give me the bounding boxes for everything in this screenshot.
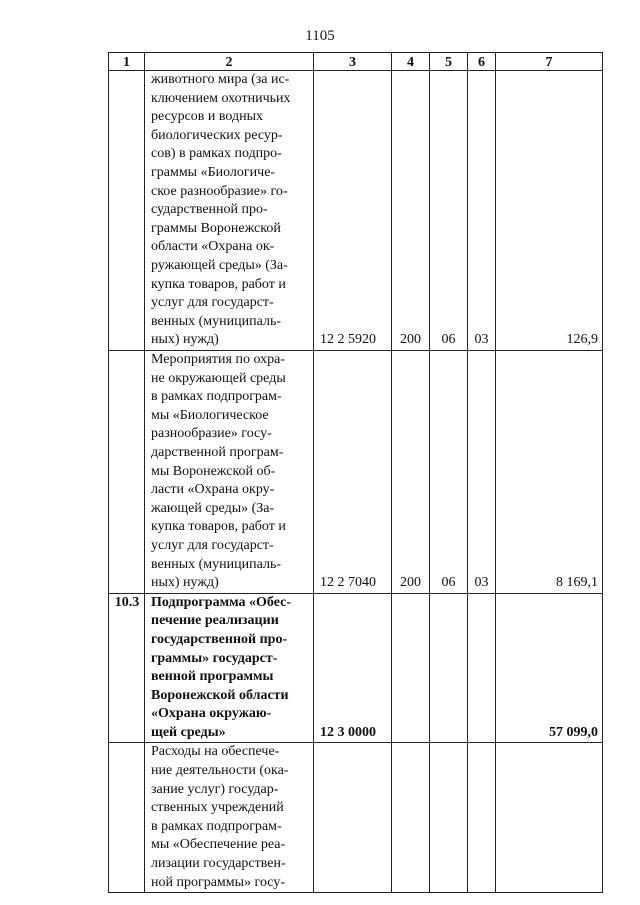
row-number	[109, 743, 145, 893]
description-line: граммы» государст-	[151, 650, 278, 666]
row-code: 12 3 0000	[314, 593, 392, 743]
row-code: 12 2 5920	[314, 71, 392, 351]
row-col5	[430, 743, 468, 893]
description-line: Воронежской области	[151, 687, 289, 703]
description-line: дарственной програм-	[151, 444, 284, 460]
description-line: мы «Обеспечение реа-	[151, 837, 286, 853]
description-line: лизации государствен-	[151, 856, 286, 872]
description-line: услуг для государст-	[151, 295, 274, 311]
row-amount: 57 099,0	[496, 593, 603, 743]
description-line: купка товаров, работ и	[151, 276, 286, 292]
description-line: ласти «Охрана окру-	[151, 482, 275, 498]
row-col6: 03	[468, 71, 496, 351]
description-line: венных (муниципаль-	[151, 313, 281, 329]
description-line: сударственной про-	[151, 202, 268, 218]
column-header: 2	[145, 53, 314, 71]
row-col4	[392, 743, 430, 893]
description-line: граммы Воронежской	[151, 220, 281, 236]
description-line: ружающей среды» (За-	[151, 257, 288, 273]
budget-table	[108, 52, 603, 893]
row-description	[145, 71, 314, 351]
row-amount: 8 169,1	[496, 351, 603, 594]
row-number	[109, 351, 145, 594]
row-col4: 200	[392, 351, 430, 594]
row-col5: 06	[430, 351, 468, 594]
description-line: ресурсов и водных	[151, 109, 264, 125]
description-line: зание услуг) государ-	[151, 781, 279, 797]
description-line: мы Воронежской об-	[151, 463, 276, 479]
description-line: печение реализации	[151, 613, 279, 629]
column-header: 3	[314, 53, 392, 71]
description-line: жающей среды» (За-	[151, 500, 275, 516]
description-line: «Охрана окружаю-	[151, 706, 272, 722]
table-row	[109, 71, 603, 351]
description-line: животного мира (за ис-	[151, 72, 290, 87]
column-header: 4	[392, 53, 430, 71]
description-line: ское разнообразие» го-	[151, 183, 288, 199]
table-header-row	[109, 53, 603, 71]
row-description	[145, 593, 314, 743]
description-line: граммы «Биологиче-	[151, 164, 276, 180]
description-line: Мероприятия по охра-	[151, 352, 285, 367]
column-header: 5	[430, 53, 468, 71]
description-line: купка товаров, работ и	[151, 519, 286, 535]
description-line: ключением охотничьих	[151, 90, 291, 106]
row-amount: 126,9	[496, 71, 603, 351]
page-number: 1105	[305, 28, 335, 44]
table-row	[109, 351, 603, 594]
description-line: ных) нужд)	[151, 332, 219, 348]
column-header: 1	[109, 53, 145, 71]
description-line: ние деятельности (ока-	[151, 763, 289, 779]
row-number: 10.3	[109, 593, 145, 743]
description-line: щей среды»	[151, 724, 226, 740]
description-line: Расходы на обеспече-	[151, 744, 280, 760]
row-col4: 200	[392, 71, 430, 351]
column-header: 7	[496, 53, 603, 71]
description-line: мы «Биологическое	[151, 407, 269, 423]
description-line: не окружающей среды	[151, 370, 286, 386]
row-code	[314, 743, 392, 893]
column-header: 6	[468, 53, 496, 71]
row-col4	[392, 593, 430, 743]
row-amount	[496, 743, 603, 893]
table-row	[109, 593, 603, 743]
row-code: 12 2 7040	[314, 351, 392, 594]
row-col5: 06	[430, 71, 468, 351]
row-col5	[430, 593, 468, 743]
row-col6: 03	[468, 351, 496, 594]
description-line: биологических ресур-	[151, 127, 283, 143]
row-col6	[468, 743, 496, 893]
description-line: разнообразие» госу-	[151, 426, 272, 442]
row-number	[109, 71, 145, 351]
description-line: области «Охрана ок-	[151, 239, 275, 255]
description-line: в рамках подпрограм-	[151, 389, 282, 405]
description-line: ственных учреждений	[151, 800, 284, 816]
description-line: ной программы» госу-	[151, 874, 285, 890]
description-line: услуг для государст-	[151, 537, 274, 553]
description-line: Подпрограмма «Обес-	[151, 594, 292, 610]
description-line: в рамках подпрограм-	[151, 818, 282, 834]
description-line: ных) нужд)	[151, 575, 219, 591]
row-description	[145, 743, 314, 893]
table-row	[109, 743, 603, 893]
description-line: государственной про-	[151, 631, 288, 647]
row-col6	[468, 593, 496, 743]
row-description	[145, 351, 314, 594]
description-line: сов) в рамках подпро-	[151, 146, 282, 162]
description-line: венных (муниципаль-	[151, 556, 281, 572]
description-line: венной программы	[151, 669, 274, 685]
